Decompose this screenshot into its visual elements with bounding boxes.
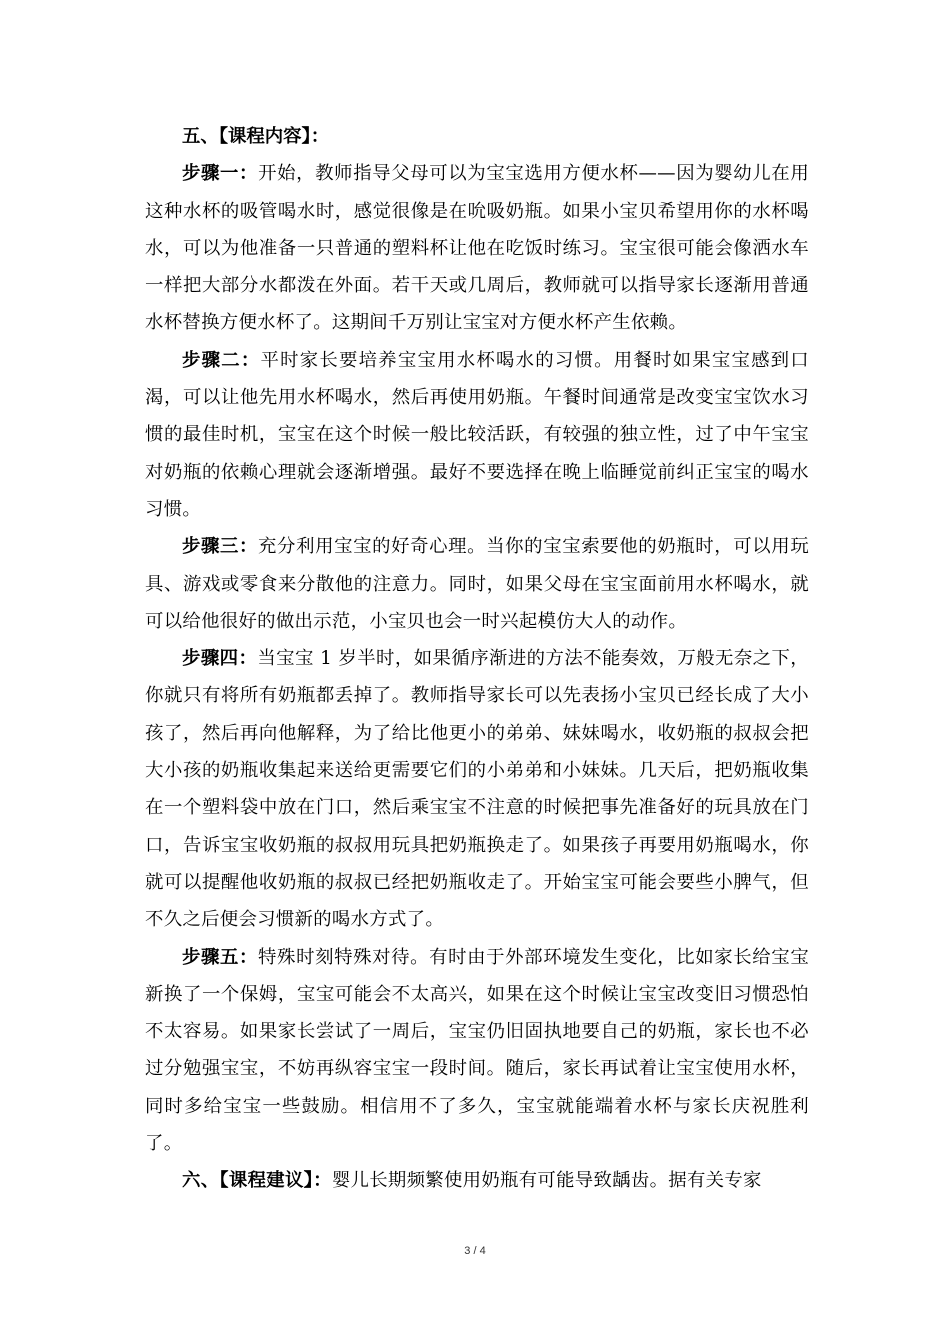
step-3-label: 步骤三：: [182, 536, 259, 558]
step-2-paragraph: [145, 342, 809, 528]
step-2-label: 步骤二：: [182, 349, 261, 371]
section-5-heading: [145, 118, 809, 155]
step-5-paragraph: [145, 939, 809, 1163]
step-2-text: 平时家长要培养宝宝用水杯喝水的习惯。用餐时如果宝宝感到口渴，可以让他先用水杯喝水，然后再使用奶瓶。午餐时间通常是改变宝宝饮水习惯的最佳时机，宝宝在这个时候一般比较活跃，有较强的独立性，过了中午宝宝对奶瓶的依赖心理就会逐渐增强。最好不要选择在晚上临睡觉前纠正宝宝的喝水习惯。: [145, 349, 810, 520]
step-4-label: 步骤四：: [182, 648, 258, 670]
section-6-text: 婴儿长期频繁使用奶瓶有可能导致龋齿。据有关专家: [331, 1170, 762, 1192]
document-body: [145, 118, 809, 1200]
step-5-text: 特殊时刻特殊对待。有时由于外部环境发生变化，比如家长给宝宝新换了一个保姆，宝宝可能会不太高兴，如果在这个时候让宝宝改变旧习惯恐怕不太容易。如果家长尝试了一周后，宝宝仍旧固执地要自己的奶瓶，家长也不必过分勉强宝宝，不妨再纵容宝宝一段时间。随后，家长再试着让宝宝使用水杯，同时多给宝宝一些鼓励。相信用不了多久，宝宝就能端着水杯与家长庆祝胜利了。: [145, 946, 810, 1155]
page-number: 3 / 4: [464, 1245, 486, 1257]
section-5-title: 五、【课程内容】：: [182, 126, 330, 147]
step-1-paragraph: [145, 155, 809, 341]
step-4-text: 当宝宝 1 岁半时，如果循序渐进的方法不能奏效，万般无奈之下，你就只有将所有奶瓶都丢掉了。教师指导家长可以先表扬小宝贝已经长成了大小孩了，然后再向他解释，为了给比他更小的弟弟、妹妹喝水，收奶瓶的叔叔会把大小孩的奶瓶收集起来送给更需要它们的小弟弟和小妹妹。几天后，把奶瓶收集在一个塑料袋中放在门口，然后乘宝宝不注意的时候把事先准备好的玩具放在门口，告诉宝宝收奶瓶的叔叔用玩具把奶瓶换走了。如果孩子再要用奶瓶喝水，你就可以提醒他收奶瓶的叔叔已经把奶瓶收走了。开始宝宝可能会要些小脾气，但不久之后便会习惯新的喝水方式了。: [145, 648, 809, 931]
step-4-paragraph: [145, 640, 809, 938]
section-6-paragraph: [145, 1162, 809, 1199]
step-3-text: 充分利用宝宝的好奇心理。当你的宝宝索要他的奶瓶时，可以用玩具、游戏或零食来分散他的注意力。同时，如果父母在宝宝面前用水杯喝水，就可以给他很好的做出示范，小宝贝也会一时兴起模仿大人的动作。: [145, 536, 810, 632]
step-3-paragraph: [145, 528, 809, 640]
step-1-text: 开始，教师指导父母可以为宝宝选用方便水杯——因为婴幼儿在用这种水杯的吸管喝水时，感觉很像是在吮吸奶瓶。如果小宝贝希望用你的水杯喝水，可以为他准备一只普通的塑料杯让他在吃饭时练习。宝宝很可能会像洒水车一样把大部分水都泼在外面。若干天或几周后，教师就可以指导家长逐渐用普通水杯替换方便水杯了。这期间千万别让宝宝对方便水杯产生依赖。: [145, 163, 810, 334]
step-1-label: 步骤一：: [182, 163, 259, 185]
section-6-title: 六、【课程建议】：: [182, 1170, 332, 1192]
step-5-label: 步骤五：: [182, 946, 259, 968]
